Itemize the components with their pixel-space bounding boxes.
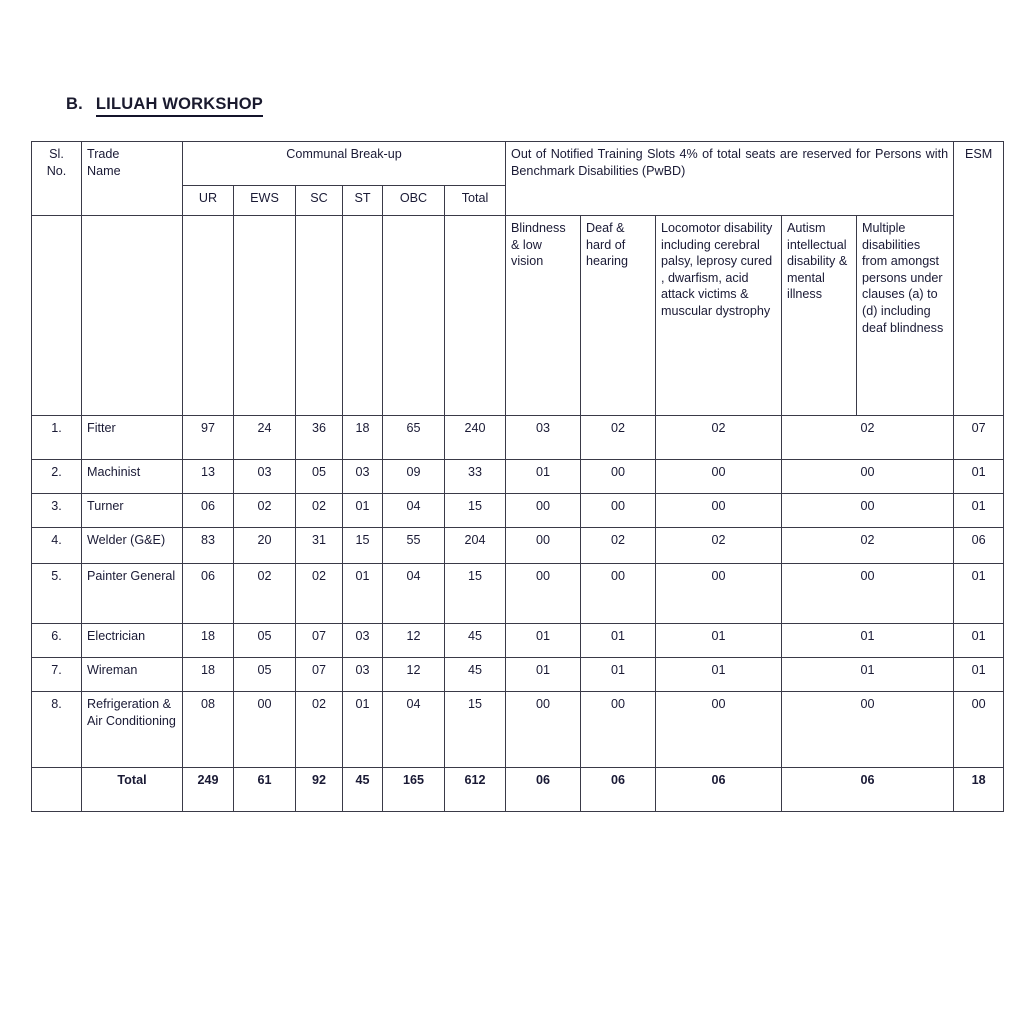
cell-ur: 97 — [183, 416, 234, 460]
cell-trade-name: Welder (G&E) — [82, 528, 183, 564]
cell-deaf: 02 — [581, 528, 656, 564]
cell-sl-no: 5. — [32, 564, 82, 624]
cell-sc: 31 — [296, 528, 343, 564]
cell-esm: 01 — [954, 658, 1004, 692]
cell-total: 204 — [445, 528, 506, 564]
cell-st: 01 — [343, 564, 383, 624]
cell-obc: 12 — [383, 658, 445, 692]
cell-total-ur: 249 — [183, 768, 234, 812]
cell-esm: 06 — [954, 528, 1004, 564]
table-row — [32, 658, 1004, 692]
header-spacer-st — [343, 216, 383, 416]
header-trade-name-line2: Name — [87, 163, 121, 178]
cell-total-obc: 165 — [383, 768, 445, 812]
cell-ews: 20 — [234, 528, 296, 564]
cell-total: 45 — [445, 624, 506, 658]
cell-deaf: 00 — [581, 460, 656, 494]
cell-obc: 65 — [383, 416, 445, 460]
cell-esm: 01 — [954, 564, 1004, 624]
cell-blindness: 01 — [506, 460, 581, 494]
cell-sl-no: 7. — [32, 658, 82, 692]
table-row — [32, 564, 1004, 624]
header-communal-breakup: Communal Break-up — [183, 142, 506, 186]
cell-total-deaf: 06 — [581, 768, 656, 812]
cell-total-ews: 61 — [234, 768, 296, 812]
cell-blindness: 01 — [506, 624, 581, 658]
cell-multiple: 00 — [782, 564, 954, 624]
cell-total: 240 — [445, 416, 506, 460]
cell-multiple: 00 — [782, 460, 954, 494]
cell-blindness: 03 — [506, 416, 581, 460]
cell-blindness: 00 — [506, 692, 581, 768]
header-locomotor-disability: Locomotor disability including cerebral palsy, leprosy cured , dwarfism, acid attack victims & muscular dystrophy — [656, 216, 782, 416]
table-row — [32, 494, 1004, 528]
cell-deaf: 00 — [581, 564, 656, 624]
cell-trade-name: Refrigeration & Air Conditioning — [82, 692, 183, 768]
cell-esm: 01 — [954, 624, 1004, 658]
cell-blindness: 00 — [506, 564, 581, 624]
cell-sc: 02 — [296, 692, 343, 768]
cell-ur: 18 — [183, 658, 234, 692]
header-esm: ESM — [954, 142, 1004, 416]
cell-sc: 07 — [296, 624, 343, 658]
cell-ur: 06 — [183, 564, 234, 624]
cell-deaf: 01 — [581, 624, 656, 658]
header-spacer-ur — [183, 216, 234, 416]
cell-st: 03 — [343, 460, 383, 494]
cell-ur: 13 — [183, 460, 234, 494]
header-deaf-hard-of-hearing: Deaf & hard of hearing — [581, 216, 656, 416]
cell-obc: 12 — [383, 624, 445, 658]
cell-total-total: 612 — [445, 768, 506, 812]
cell-sc: 02 — [296, 494, 343, 528]
cell-sc: 05 — [296, 460, 343, 494]
header-autism-intellectual-disability: Autism intellectual disability & mental illness — [782, 216, 857, 416]
cell-sc: 36 — [296, 416, 343, 460]
cell-blindness: 00 — [506, 528, 581, 564]
cell-multiple: 00 — [782, 494, 954, 528]
cell-multiple: 00 — [782, 692, 954, 768]
cell-total-label: Total — [82, 768, 183, 812]
header-sl-no-line1: Sl. — [49, 147, 64, 161]
cell-sl-no: 3. — [32, 494, 82, 528]
cell-ur: 83 — [183, 528, 234, 564]
header-sl-no — [32, 142, 82, 216]
header-sc: SC — [296, 186, 343, 216]
table-header-row-3 — [32, 216, 1004, 416]
cell-locomotor: 01 — [656, 658, 782, 692]
cell-total-blindness: 06 — [506, 768, 581, 812]
cell-trade-name: Machinist — [82, 460, 183, 494]
header-spacer-sc — [296, 216, 343, 416]
cell-locomotor: 00 — [656, 692, 782, 768]
cell-ews: 05 — [234, 658, 296, 692]
cell-multiple: 01 — [782, 658, 954, 692]
cell-st: 01 — [343, 494, 383, 528]
cell-blindness: 00 — [506, 494, 581, 528]
table-row — [32, 692, 1004, 768]
cell-esm: 07 — [954, 416, 1004, 460]
header-obc: OBC — [383, 186, 445, 216]
cell-ur: 18 — [183, 624, 234, 658]
trade-reservation-table — [31, 141, 1004, 812]
cell-locomotor: 00 — [656, 494, 782, 528]
header-ur: UR — [183, 186, 234, 216]
cell-deaf: 00 — [581, 494, 656, 528]
cell-total-locomotor: 06 — [656, 768, 782, 812]
cell-sl-no: 2. — [32, 460, 82, 494]
table-row — [32, 460, 1004, 494]
cell-obc: 04 — [383, 564, 445, 624]
cell-ews: 02 — [234, 564, 296, 624]
cell-esm: 01 — [954, 460, 1004, 494]
cell-st: 03 — [343, 624, 383, 658]
cell-sl-no: 8. — [32, 692, 82, 768]
cell-total: 15 — [445, 564, 506, 624]
cell-blindness: 01 — [506, 658, 581, 692]
cell-st: 03 — [343, 658, 383, 692]
cell-sl-no: 6. — [32, 624, 82, 658]
cell-ur: 08 — [183, 692, 234, 768]
cell-locomotor: 01 — [656, 624, 782, 658]
cell-trade-name: Electrician — [82, 624, 183, 658]
cell-sl-no: 4. — [32, 528, 82, 564]
section-heading — [66, 95, 263, 117]
cell-esm: 01 — [954, 494, 1004, 528]
cell-ews: 02 — [234, 494, 296, 528]
cell-ews: 00 — [234, 692, 296, 768]
cell-ews: 03 — [234, 460, 296, 494]
cell-obc: 04 — [383, 494, 445, 528]
header-trade-name-line1: Trade — [87, 147, 120, 161]
reservation-table-container — [31, 141, 1003, 812]
cell-total: 45 — [445, 658, 506, 692]
cell-obc: 04 — [383, 692, 445, 768]
table-row — [32, 528, 1004, 564]
page-title: LILUAH WORKSHOP — [96, 95, 263, 117]
cell-multiple: 02 — [782, 416, 954, 460]
cell-locomotor: 00 — [656, 460, 782, 494]
header-multiple-disabilities: Multiple disabilities from amongst persons under clauses (a) to (d) including deaf blindness — [857, 216, 954, 416]
header-total: Total — [445, 186, 506, 216]
cell-total: 33 — [445, 460, 506, 494]
cell-total-st: 45 — [343, 768, 383, 812]
cell-st: 01 — [343, 692, 383, 768]
cell-deaf: 00 — [581, 692, 656, 768]
cell-obc: 09 — [383, 460, 445, 494]
cell-sc: 07 — [296, 658, 343, 692]
cell-multiple: 02 — [782, 528, 954, 564]
table-header-row-1 — [32, 142, 1004, 186]
cell-st: 18 — [343, 416, 383, 460]
cell-locomotor: 02 — [656, 416, 782, 460]
header-pwbd-note: Out of Notified Training Slots 4% of total seats are reserved for Persons with Benchmark Disabilities (PwBD) — [506, 142, 954, 216]
cell-total-multiple: 06 — [782, 768, 954, 812]
cell-multiple: 01 — [782, 624, 954, 658]
cell-locomotor: 02 — [656, 528, 782, 564]
table-total-row — [32, 768, 1004, 812]
header-spacer-trade-name — [82, 216, 183, 416]
cell-sl-no — [32, 768, 82, 812]
cell-total: 15 — [445, 692, 506, 768]
cell-total-sc: 92 — [296, 768, 343, 812]
header-spacer-obc — [383, 216, 445, 416]
cell-deaf: 02 — [581, 416, 656, 460]
header-spacer-sl-no — [32, 216, 82, 416]
cell-deaf: 01 — [581, 658, 656, 692]
cell-trade-name: Wireman — [82, 658, 183, 692]
header-trade-name — [82, 142, 183, 216]
cell-sc: 02 — [296, 564, 343, 624]
header-ews: EWS — [234, 186, 296, 216]
header-sl-no-line2: No. — [46, 163, 67, 178]
cell-ews: 05 — [234, 624, 296, 658]
cell-st: 15 — [343, 528, 383, 564]
header-spacer-total — [445, 216, 506, 416]
cell-total: 15 — [445, 494, 506, 528]
cell-total-esm: 18 — [954, 768, 1004, 812]
section-letter: B. — [66, 95, 83, 113]
cell-obc: 55 — [383, 528, 445, 564]
table-row — [32, 416, 1004, 460]
header-spacer-ews — [234, 216, 296, 416]
header-blindness-low-vision: Blindness & low vision — [506, 216, 581, 416]
cell-ur: 06 — [183, 494, 234, 528]
cell-ews: 24 — [234, 416, 296, 460]
cell-trade-name: Fitter — [82, 416, 183, 460]
table-row — [32, 624, 1004, 658]
cell-esm: 00 — [954, 692, 1004, 768]
header-st: ST — [343, 186, 383, 216]
cell-sl-no: 1. — [32, 416, 82, 460]
cell-trade-name: Turner — [82, 494, 183, 528]
cell-locomotor: 00 — [656, 564, 782, 624]
cell-trade-name: Painter General — [82, 564, 183, 624]
